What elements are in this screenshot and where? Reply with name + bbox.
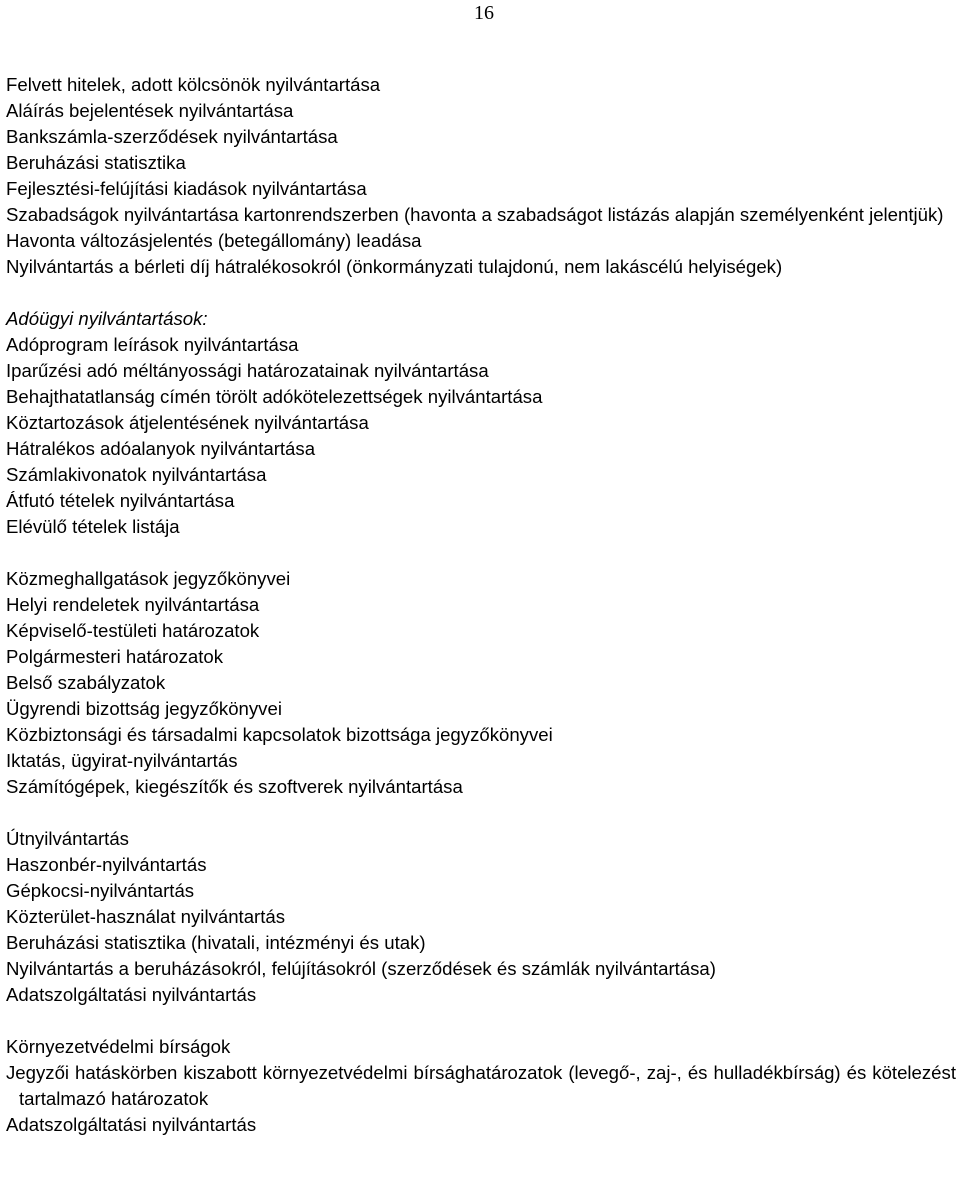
list-item: Adóprogram leírások nyilvántartása [6, 334, 299, 355]
list-item: Útnyilvántartás [6, 828, 129, 849]
list-item: Közbiztonsági és társadalmi kapcsolatok bizottsága jegyzőkönyvei [6, 724, 553, 745]
list-item: Közterület-használat nyilvántartás [6, 906, 286, 927]
list-item: Szabadságok nyilvántartása kartonrendszerben (havonta a szabadságot listázás alapján személyenként jelentjük) [6, 204, 944, 225]
list-item: Gépkocsi-nyilvántartás [6, 880, 195, 901]
list-item: Aláírás bejelentések nyilvántartása [6, 100, 294, 121]
list-item: Bankszámla-szerződések nyilvántartása [6, 126, 338, 147]
list-group-tax [6, 306, 956, 540]
list-item: Közmeghallgatások jegyzőkönyvei [6, 568, 291, 589]
list-item: Felvett hitelek, adott kölcsönök nyilvántartása [6, 74, 381, 95]
list-item: Számítógépek, kiegészítők és szoftverek nyilvántartása [6, 776, 463, 797]
list-group-finance [6, 72, 956, 280]
list-item: Haszonbér-nyilvántartás [6, 854, 207, 875]
list-item: Képviselő-testületi határozatok [6, 620, 260, 641]
list-item: Köztartozások átjelentésének nyilvántartása [6, 412, 369, 433]
list-item: Ügyrendi bizottság jegyzőkönyvei [6, 698, 282, 719]
list-item: Polgármesteri határozatok [6, 646, 224, 667]
list-item: Hátralékos adóalanyok nyilvántartása [6, 438, 316, 459]
list-item: Nyilvántartás a beruházásokról, felújításokról (szerződések és számlák nyilvántartása) [6, 958, 716, 979]
list-item: Iktatás, ügyirat-nyilvántartás [6, 750, 238, 771]
list-item: Számlakivonatok nyilvántartása [6, 464, 267, 485]
list-item: Nyilvántartás a bérleti díj hátralékosokról (önkormányzati tulajdonú, nem lakáscélú helyiségek) [6, 256, 783, 277]
list-item: Belső szabályzatok [6, 672, 166, 693]
list-item: Fejlesztési-felújítási kiadások nyilvántartása [6, 178, 367, 199]
list-item: Helyi rendeletek nyilvántartása [6, 594, 260, 615]
list-item: Beruházási statisztika [6, 152, 186, 173]
list-item: Iparűzési adó méltányossági határozatainak nyilvántartása [6, 360, 489, 381]
list-item: Havonta változásjelentés (betegállomány) leadása [6, 230, 422, 251]
list-group-environment [6, 1034, 956, 1138]
list-group-infrastructure [6, 826, 956, 1008]
page-number: 16 [474, 2, 494, 24]
document-body [6, 72, 956, 1138]
list-item: Beruházási statisztika (hivatali, intézményi és utak) [6, 932, 426, 953]
list-item: Adatszolgáltatási nyilvántartás [6, 984, 257, 1005]
list-item: Átfutó tételek nyilvántartása [6, 490, 235, 511]
list-group-administration [6, 566, 956, 800]
list-item: Behajthatatlanság címén törölt adókötelezettségek nyilvántartása [6, 386, 543, 407]
list-item: Elévülő tételek listája [6, 516, 180, 537]
section-heading: Adóügyi nyilvántartások: [6, 308, 208, 329]
list-item: Jegyzői hatáskörben kiszabott környezetvédelmi bírsághatározatok (levegő-, zaj-, és hulladékbírság) és kötelezést tartalmazó határozatok [6, 1062, 956, 1109]
list-item: Adatszolgáltatási nyilvántartás [6, 1114, 257, 1135]
list-item: Környezetvédelmi bírságok [6, 1036, 231, 1057]
